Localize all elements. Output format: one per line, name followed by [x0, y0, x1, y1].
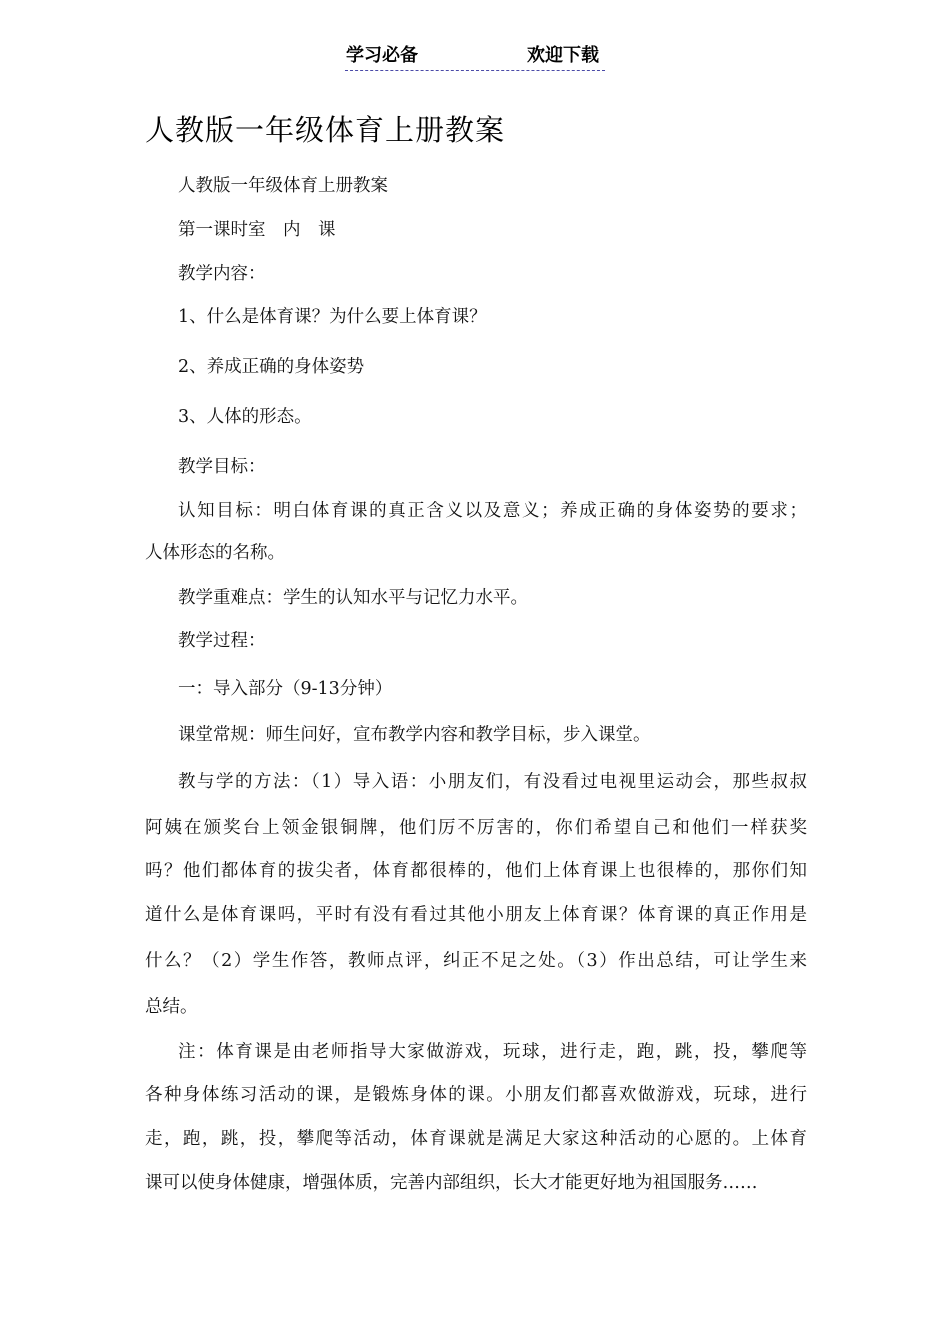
section-heading-goals: 教学目标： [178, 457, 266, 477]
section-heading-content: 教学内容： [178, 264, 266, 284]
page-header [345, 38, 605, 71]
header-right-text: 欢迎下载 [527, 45, 599, 66]
classroom-routine: 课堂常规：师生问好，宣布教学内容和教学目标，步入课堂。 [178, 725, 651, 745]
note-para-line-1: 注：体育课是由老师指导大家做游戏，玩球，进行走，跑，跳，投，攀爬等 [178, 1042, 807, 1062]
method-para-line-5: 什么？（2）学生作答，教师点评，纠正不足之处。（3）作出总结，可让学生来 [145, 951, 807, 971]
part-one-heading: 一：导入部分（9-13分钟） [178, 679, 393, 699]
cognitive-goal-line-1: 认知目标：明白体育课的真正含义以及意义；养成正确的身体姿势的要求； [178, 501, 807, 521]
note-para-line-2: 各种身体练习活动的课，是锻炼身体的课。小朋友们都喜欢做游戏，玩球，进行 [145, 1085, 807, 1105]
method-para-line-4: 道什么是体育课吗，平时有没有看过其他小朋友上体育课？体育课的真正作用是 [145, 905, 807, 925]
document-title: 人教版一年级体育上册教案 [145, 113, 506, 147]
key-difficulty: 教学重难点：学生的认知水平与记忆力水平。 [178, 588, 528, 608]
lesson-period: 第一课时室 内 课 [178, 220, 336, 240]
content-item-3: 3、人体的形态。 [178, 407, 312, 427]
subtitle-line: 人教版一年级体育上册教案 [178, 176, 388, 196]
method-para-line-6: 总结。 [145, 997, 198, 1017]
method-para-line-3: 吗？他们都体育的拔尖者，体育都很棒的，他们上体育课上也很棒的，那你们知 [145, 861, 807, 881]
method-para-line-1: 教与学的方法：（1）导入语：小朋友们，有没看过电视里运动会，那些叔叔 [178, 772, 807, 792]
header-left-text: 学习必备 [346, 45, 418, 66]
content-item-2: 2、养成正确的身体姿势 [178, 357, 365, 377]
note-para-line-4: 课可以使身体健康，增强体质，完善内部组织，长大才能更好地为祖国服务…… [145, 1173, 758, 1193]
note-para-line-3: 走，跑，跳，投，攀爬等活动，体育课就是满足大家这种活动的心愿的。上体育 [145, 1129, 807, 1149]
cognitive-goal-line-2: 人体形态的名称。 [145, 543, 285, 563]
method-para-line-2: 阿姨在颁奖台上领金银铜牌，他们厉不厉害的，你们希望自己和他们一样获奖 [145, 818, 807, 838]
section-heading-process: 教学过程： [178, 631, 266, 651]
content-item-1: 1、什么是体育课？为什么要上体育课？ [178, 307, 487, 327]
